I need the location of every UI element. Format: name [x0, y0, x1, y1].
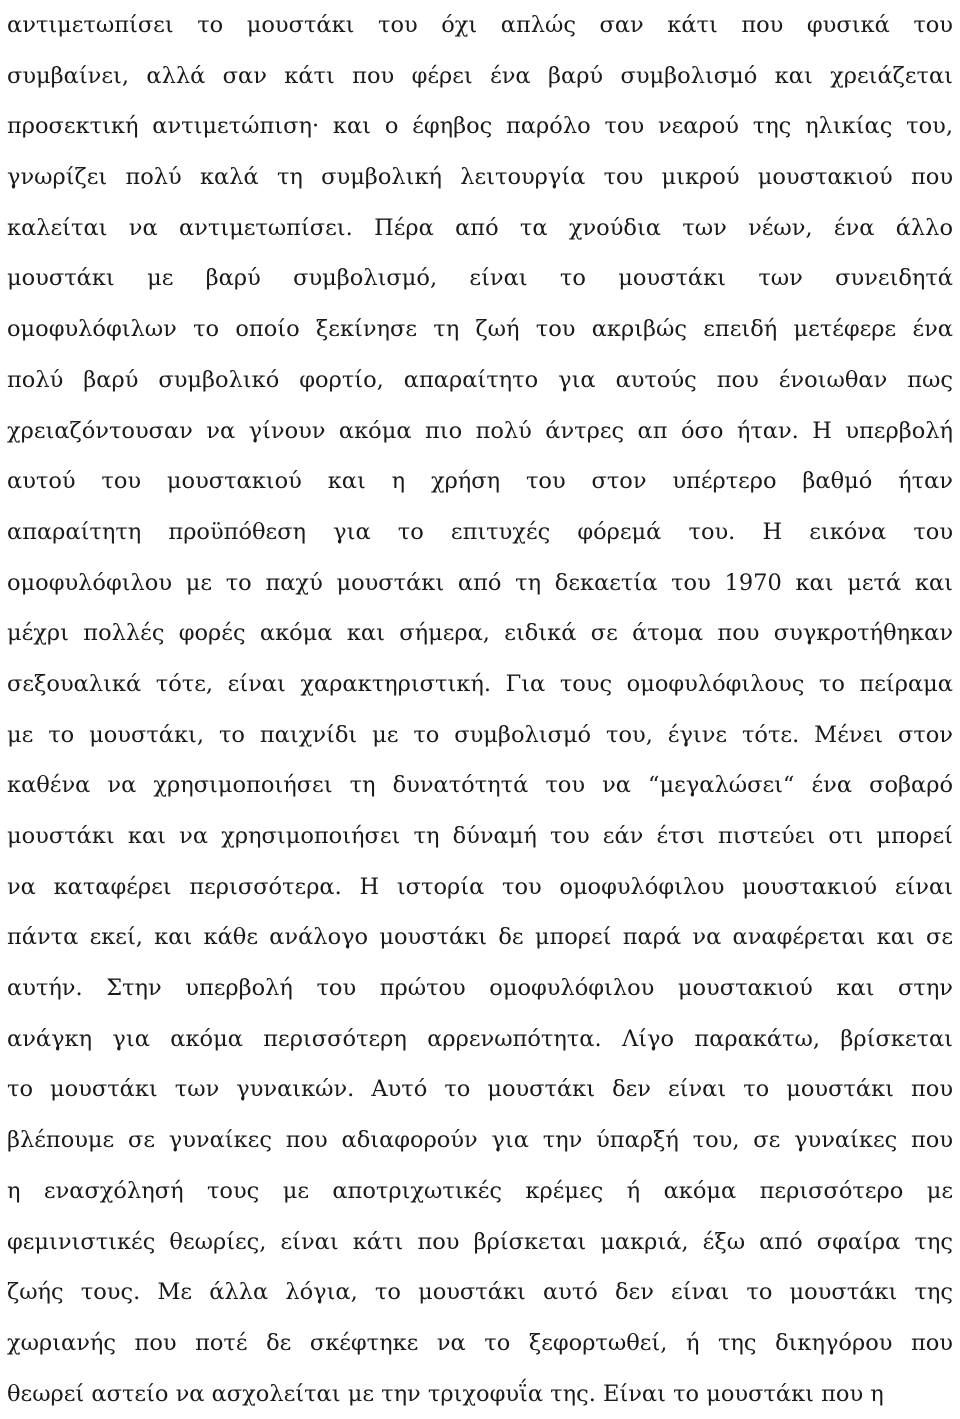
text-line: η ενασχόλησή τους με αποτριχωτικές κρέμες ή ακόμα περισσότερο με [7, 1177, 953, 1204]
text-line: ζωής τους. Με άλλα λόγια, το μουστάκι αυτό δεν είναι το μουστάκι της [7, 1279, 953, 1306]
text-line: σεξουαλικά τότε, είναι χαρακτηριστική. Για τους ομοφυλόφιλους το πείραμα [7, 670, 953, 697]
text-line: απαραίτητη προϋπόθεση για το επιτυχές φόρεμά του. Η εικόνα του [7, 518, 953, 545]
text-line: ανάγκη για ακόμα περισσότερη αρρενωπότητα. Λίγο παρακάτω, βρίσκεται [7, 1025, 953, 1052]
text-line: πολύ βαρύ συμβολικό φορτίο, απαραίτητο για αυτούς που ένοιωθαν πως [7, 366, 953, 393]
text-line: θεωρεί αστείο να ασχολείται με την τριχοφυΐα της. Είναι το μουστάκι που η [7, 1380, 884, 1407]
text-line: αντιμετωπίσει το μουστάκι του όχι απλώς σαν κάτι που φυσικά του [7, 12, 953, 38]
text-line: αυτήν. Στην υπερβολή του πρώτου ομοφυλόφιλου μουστακιού και στην [7, 975, 953, 1002]
text-line: το μουστάκι των γυναικών. Αυτό το μουστάκι δεν είναι το μουστάκι που [7, 1076, 953, 1103]
text-line: προσεκτική αντιμετώπιση· και ο έφηβος παρόλο του νεαρού της ηλικίας του, [7, 113, 953, 140]
text-line: μουστάκι και να χρησιμοποιήσει τη δύναμή του εάν έτσι πιστεύει οτι μπορεί [7, 823, 953, 849]
text-line: φεμινιστικές θεωρίες, είναι κάτι που βρίσκεται μακριά, έξω από σφαίρα της [7, 1228, 953, 1255]
text-line: με το μουστάκι, το παιχνίδι με το συμβολισμό του, έγινε τότε. Μένει στον [7, 721, 953, 748]
text-line: ομοφυλόφιλων το οποίο ξεκίνησε τη ζωή του ακριβώς επειδή μετέφερε ένα [7, 316, 953, 343]
text-line: καλείται να αντιμετωπίσει. Πέρα από τα χνούδια των νέων, ένα άλλο [7, 214, 953, 241]
text-line: βλέπουμε σε γυναίκες που αδιαφορούν για την ύπαρξή του, σε γυναίκες που [7, 1127, 953, 1154]
text-line: μέχρι πολλές φορές ακόμα και σήμερα, ειδικά σε άτομα που συγκροτήθηκαν [7, 620, 953, 647]
text-line: να καταφέρει περισσότερα. Η ιστορία του ομοφυλόφιλου μουστακιού είναι [7, 873, 953, 900]
text-line: ομοφυλόφιλου με το παχύ μουστάκι από τη δεκαετία του 1970 και μετά και [7, 569, 953, 596]
text-line: χρειαζόντουσαν να γίνουν ακόμα πιο πολύ άντρες απ όσο ήταν. Η υπερβολή [7, 417, 953, 444]
text-line: χωριανής που ποτέ δε σκέφτηκε να το ξεφορτωθεί, ή της δικηγόρου που [7, 1329, 953, 1356]
text-line: μουστάκι με βαρύ συμβολισμό, είναι το μουστάκι των συνειδητά [7, 265, 953, 292]
text-line: καθένα να χρησιμοποιήσει τη δυνατότητά του να “μεγαλώσει“ ένα σοβαρό [7, 772, 953, 799]
text-line: συμβαίνει, αλλά σαν κάτι που φέρει ένα βαρύ συμβολισμό και χρειάζεται [7, 62, 953, 89]
text-line: πάντα εκεί, και κάθε ανάλογο μουστάκι δε μπορεί παρά να αναφέρεται και σε [7, 924, 953, 951]
body-text [7, 0, 953, 1419]
text-line: γνωρίζει πολύ καλά τη συμβολική λειτουργία του μικρού μουστακιού που [7, 164, 953, 191]
text-line: αυτού του μουστακιού και η χρήση του στον υπέρτερο βαθμό ήταν [7, 468, 953, 495]
